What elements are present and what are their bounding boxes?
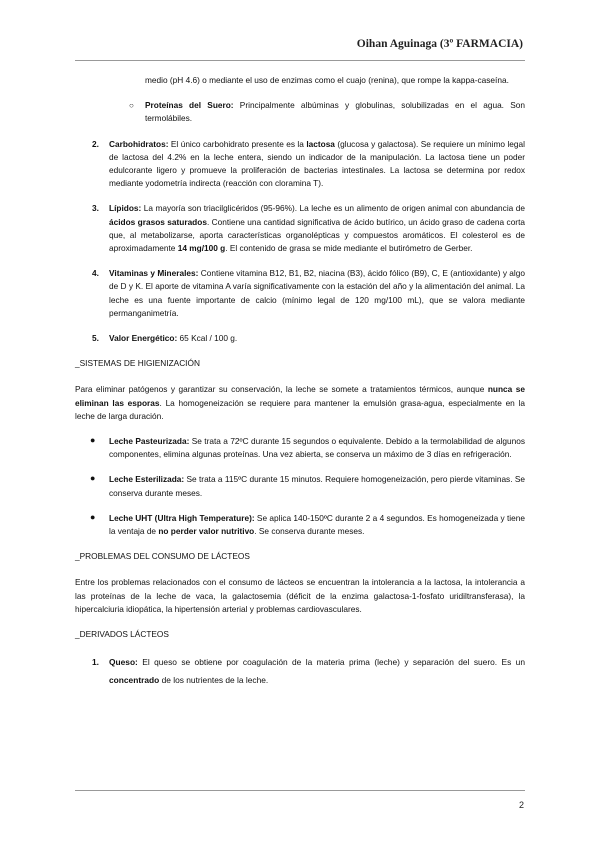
list-item-energy (92, 332, 525, 345)
item-bold: 14 mg/100 g (177, 243, 226, 254)
bullet-pasteurized (90, 435, 526, 461)
item-bold: no perder valor nutritivo (158, 526, 255, 537)
item-title: Carbohidratos: (109, 138, 169, 149)
item-text: de los nutrientes de la leche. (159, 675, 269, 686)
item-bold: ácidos grasos saturados (109, 216, 207, 227)
para-text: . La homogeneización se requiere para mantener la emulsión grasa-agua, especialmente en la leche de larga duración. (75, 397, 526, 421)
item-title: Leche UHT (Ultra High Temperature): (109, 512, 255, 523)
item-text: Contiene vitamina B12, B1, B2, niacina (B3), ácido fólico (B9), C, E (antioxidante) y algo de D y K. El aporte de vitamina A varía significativamente con la estación del año y la alimentación del animal. La leche es una fuente importante de calcio (mínimo legal de 120 mg/100 mL), que se valora mediante permanganimetría. (109, 268, 525, 318)
casein-continuation: medio (pH 4.6) o mediante el uso de enzimas como el cuajo (renina), que rompe la kappa-caseína. (145, 75, 509, 85)
item-number: 2. (92, 138, 99, 149)
bullet-sterilized (90, 473, 525, 499)
list-item-carbohydrates (92, 138, 525, 191)
header-divider (75, 60, 525, 61)
page-content (75, 74, 525, 689)
item-title: Valor Energético: (109, 333, 178, 344)
item-text: . Se conserva durante meses. (254, 526, 365, 537)
bullet-icon: ● (90, 473, 96, 484)
item-text: Se aplica 140-150ºC durante 2 a 4 segundos. Es homogeneizada y tiene la ventaja de (109, 512, 525, 537)
problems-paragraph: Entre los problemas relacionados con el consumo de lácteos se encuentran la intolerancia a la lactosa, la intolerancia a las proteínas de la leche de vaca, la galactosemia (déficit de la enzima galactosa-1-fosfato uridiltransferasa), la hipercalciuria idiopática, la hipertensión arterial y problemas cardiovasculares. (75, 577, 525, 614)
whey-proteins-item (129, 99, 525, 125)
list-item-cheese (92, 653, 525, 689)
item-number: 4. (92, 268, 99, 279)
section-title-derivatives: _DERIVADOS LÁCTEOS (75, 629, 169, 640)
bullet-uht (90, 511, 525, 538)
hygiene-paragraph (75, 383, 525, 423)
list-item-lipids (92, 202, 525, 255)
whey-text: Principalmente albúminas y globulinas, solubilizadas en el agua. Son termolábiles. (145, 100, 525, 124)
item-bold: concentrado (109, 675, 160, 686)
item-text: . Contiene una cantidad significativa de ácido butírico, un ácido graso de cadena corta que, al metabolizarse, aporta características organolépticas y compuestos aromáticos. El colesterol es de aproximadamente (109, 216, 525, 254)
hollow-bullet-icon: ○ (129, 101, 134, 111)
item-text: El único carbohidrato presente es la (168, 138, 307, 149)
item-text: . El contenido de grasa se mide mediante el butirómetro de Gerber. (225, 243, 473, 254)
item-title: Queso: (109, 657, 138, 668)
bullet-icon: ● (90, 435, 96, 446)
item-bold: lactosa (306, 138, 335, 149)
item-text: Se trata a 72ºC durante 15 segundos o equivalente. Debido a la termolabilidad de algunos componentes, elimina algunas proteínas. Una vez abierta, se conserva un máximo de 3 días en refrigeración. (109, 436, 526, 460)
bullet-icon: ● (90, 511, 96, 522)
item-number: 5. (92, 333, 99, 344)
item-text: El queso se obtiene por coagulación de la materia prima (leche) y separación del suero. Es un (137, 657, 525, 668)
item-title: Vitaminas y Minerales: (109, 268, 199, 279)
footer-divider (75, 790, 525, 791)
item-number: 3. (92, 203, 99, 214)
item-title: Leche Esterilizada: (109, 474, 185, 485)
page-header-author: Oihan Aguinaga (3º FARMACIA) (356, 38, 523, 50)
para-bold: nunca se eliminan las esporas (75, 384, 525, 408)
item-text: (glucosa y galactosa). Se requiere un mínimo legal de lactosa del 4.2% en la leche entera, siendo un indicador de la manipulación. La lactosa tiene un poder edulcorante ligero y promueve la proliferación de bacterias intestinales. La lactosa se determina por redox mediante yodometría indirecta (reacción con cloramina T). (109, 138, 525, 189)
list-item-vitamins (92, 267, 525, 320)
item-title: Leche Pasteurizada: (109, 436, 190, 447)
item-text: Se trata a 115ºC durante 15 minutos. Requiere homogeneización, pero pierde vitaminas. Se conserva durante meses. (109, 474, 525, 498)
item-text: 65 Kcal / 100 g. (177, 333, 238, 344)
item-text: La mayoría son triacilglicéridos (95-96%). La leche es un alimento de origen animal con abundancia de (141, 203, 525, 214)
section-title-hygiene: _SISTEMAS DE HIGIENIZACIÓN (75, 358, 200, 369)
section-title-problems: _PROBLEMAS DEL CONSUMO DE LÁCTEOS (75, 551, 250, 562)
page-number: 2 (518, 800, 524, 810)
whey-title: Proteínas del Suero: (145, 100, 234, 111)
item-title: Lípidos: (109, 203, 142, 214)
para-text: Para eliminar patógenos y garantizar su conservación, la leche se somete a tratamientos térmicos, aunque (75, 384, 488, 395)
item-number: 1. (92, 657, 99, 668)
